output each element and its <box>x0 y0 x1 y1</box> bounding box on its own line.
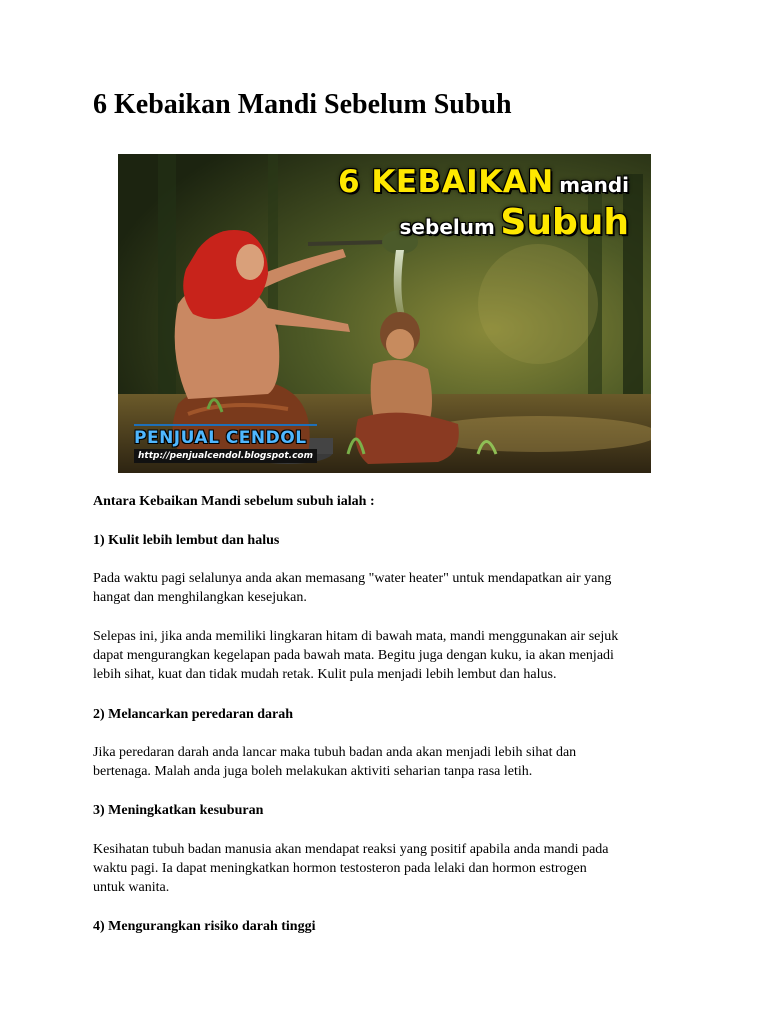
section-heading-4: 4) Mengurangkan risiko darah tinggi <box>93 919 316 934</box>
intro-text: Antara Kebaikan Mandi sebelum subuh ialah : <box>93 494 375 509</box>
article-image <box>118 154 651 473</box>
section-1-paragraph-1: Pada waktu pagi selalunya anda akan memasang "water heater" untuk mendapatkan air yang hangat dan menghilangkan kesejukan. <box>93 571 612 605</box>
page-title: 6 Kebaikan Mandi Sebelum Subuh <box>93 89 512 120</box>
image-heading-mandi: mandi <box>559 173 629 197</box>
brand-name: PENJUAL CENDOL <box>134 424 317 448</box>
brand-url: http://penjualcendol.blogspot.com <box>134 449 317 463</box>
section-heading-2: 2) Melancarkan peredaran darah <box>93 707 294 722</box>
image-watermark <box>134 424 317 463</box>
section-2-paragraph-1: Jika peredaran darah anda lancar maka tubuh badan anda akan menjadi lebih sihat dan bertenaga. Malah anda juga boleh melakukan aktiviti seharian tanpa rasa letih. <box>93 745 577 779</box>
section-3-paragraph-1: Kesihatan tubuh badan manusia akan mendapat reaksi yang positif apabila anda mandi pada waktu pagi. Ia dapat meningkatkan hormon testosteron pada lelaki dan hormon estrogen untuk wanita. <box>93 842 609 895</box>
image-heading <box>338 162 629 249</box>
section-heading-3: 3) Meningkatkan kesuburan <box>93 803 264 818</box>
image-heading-number-word: 6 KEBAIKAN <box>337 164 554 200</box>
image-heading-sebelum: sebelum <box>399 215 495 239</box>
image-heading-subuh: Subuh <box>500 202 629 243</box>
section-heading-1: 1) Kulit lebih lembut dan halus <box>93 533 280 548</box>
section-1-paragraph-2: Selepas ini, jika anda memiliki lingkaran hitam di bawah mata, mandi menggunakan air sejuk dapat mengurangkan kegelapan pada bawah mata. Begitu juga dengan kuku, ia akan menjadi lebih sihat, kuat dan tidak mudah retak. Kulit pula menjadi lebih lembut dan halus. <box>93 629 619 682</box>
